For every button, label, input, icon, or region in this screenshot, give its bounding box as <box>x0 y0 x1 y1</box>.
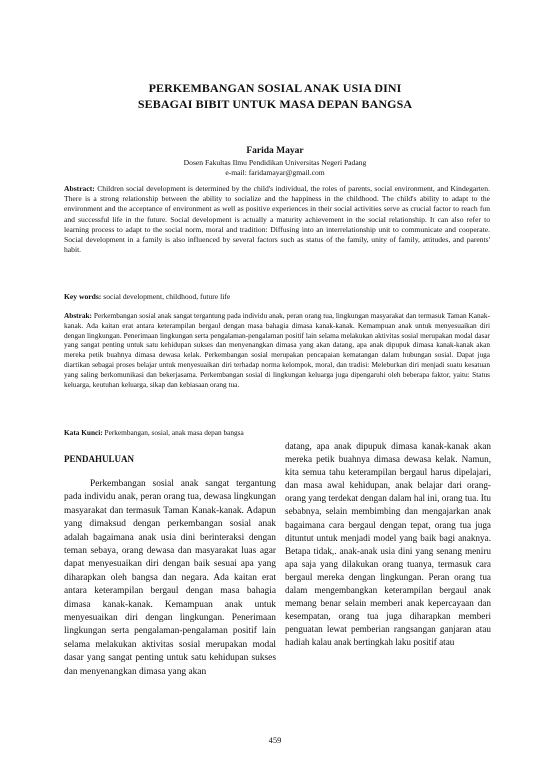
right-column-text: datang, apa anak dipupuk dimasa kanak-kanak akan mereka petik buahnya dimasa dewasa kelak. Namun, kita semua tahu keterampilan bergaul harus dipelajari, dan masa awal kehidupan, anak belajar dari orang-orang yang terdekat dengan dalam hal ini, orang tua. Itu sebabnya, selain membimbing dan mengajarkan anak bagaimana cara bergaul dengan tepat, orang tua juga dituntut untuk menjadi model yang baik bagi anaknya. Betapa tidak,. anak-anak usia dini yang senang meniru apa saja yang dilakukan orang tuanya, termasuk cara bergaul mereka dengan lingkungan. Peran orang tua dalam mengembangkan keterampilan bergaul anak memang benar selain memberi anak kepercayaan dan kesempatan, orang tua juga diharapkan memberi penguatan lewat pemberian rangsangan ganjaran atau hadiah kalau anak bertingkah laku positif atau <box>285 441 491 648</box>
kata-kunci-text: Perkembangan, sosial, anak masa depan bangsa <box>104 428 244 437</box>
kata-kunci-label: Kata Kunci: <box>64 428 103 437</box>
body-column-right <box>285 440 491 650</box>
title-line-1: PERKEMBANGAN SOSIAL ANAK USIA DINI <box>148 81 402 95</box>
author-affiliation <box>40 158 510 178</box>
kata-kunci <box>64 428 490 438</box>
abstract-label: Abstract: <box>64 184 95 193</box>
keywords <box>64 292 490 302</box>
left-column-text: Perkembangan sosial anak sangat tergantung pada individu anak, peran orang tua, dewasa lingkungan masyarakat dan termasuk Taman Kanak-kanak. Adapun yang dimaksud dengan perkembangan sosial anak adalah bagaimana anak usia dini berinteraksi dengan teman sebaya, orang dewasa dan masyarakat luas agar dapat menyesuaikan diri dengan baik sesuai apa yang diharapkan oleh bangsa dan negara. Ada kaitan erat antara keterampilan bergaul dengan masa bahagia dimasa kanak-kanak. Kemampuan anak untuk menyesuaikan diri dengan lingkungan. Penerimaan lingkungan serta pengalaman-pengalaman positif lain selama melakukan aktivitas sosial merupakan modal dasar yang sangat penting untuk satu kehidupan sukses dan menyenangkan dimasa yang akan <box>64 479 276 677</box>
affiliation-text: Dosen Fakultas Ilmu Pendidikan Universitas Negeri Padang <box>183 158 367 167</box>
abstract-indonesian <box>64 311 490 389</box>
abstrak-text: Perkembangan sosial anak sangat tergantung pada individu anak, peran orang tua, lingkungan masyarakat dan termasuk Taman Kanak-kanak. Ada kaitan erat antara keterampilan bergaul dengan masa bahagia dimasa kanak-kanak. Kemampuan anak untuk menyesuaikan diri dengan lingkungan. Penerimaan lingkungan serta pengalaman-pengalaman positif lain selama melakukan aktivitas sosial merupakan modal dasar yang sangat penting untuk satu kehidupan sukses dan menyenangkan dimasa yang akan datang, apa anak dipupuk dimasa kanak-kanak akan mereka petik buahnya dimasa dewasa kelak. Perkembangan sosial merupakan pencapaian kematangan dalam hubungan sosial. Dapat juga diartikan sebagai proses belajar untuk menyesuaikan diri terhadap norma kelompok, moral, dan tradisi: Meleburkan diri menjadi suatu kesatuan yang saling berkomunikasi dan bekerjasama. Perkembangan sosial di lingkungan keluarga juga dipengaruhi oleh beberapa faktor, yaitu: Status keluarga, keutuhan keluarga, sikap dan kebiasaan orang tua. <box>64 311 490 389</box>
keywords-label: Key words: <box>64 292 102 301</box>
body-column-left <box>64 478 276 679</box>
author-email[interactable]: e-mail: faridamayar@gmail.com <box>225 168 325 177</box>
title-line-2: SEBAGAI BIBIT UNTUK MASA DEPAN BANGSA <box>137 97 413 111</box>
author-name: Farida Mayar <box>246 146 304 156</box>
section-heading: PENDAHULUAN <box>64 454 135 464</box>
abstract-english <box>64 184 490 255</box>
page-number: 459 <box>268 735 282 745</box>
paper-title <box>40 80 510 112</box>
abstrak-label: Abstrak: <box>64 311 92 320</box>
keywords-text: social development, childhood, future life <box>103 292 231 301</box>
abstract-text: Children social development is determined by the child's individual, the roles of parents, social environment, and Kindegarten. There is a strong relationship between the ability to socialize and the happiness in the childhood. The child's ability to adapt to the environment and the acceptance of environment as well as positive experiences in their social activities serve as crucial factor to reach fun and successful life in the future. Social development is actually a maturity achievement in the social relationship. It can also refer to learning process to adapt to the social norm, moral and tradition: Diffusing into an interrelationship unit to communicate and cooperate. Social development in a family is also influenced by several factors such as status of the family, unity of family, attitudes, and parents' habit. <box>64 184 490 255</box>
